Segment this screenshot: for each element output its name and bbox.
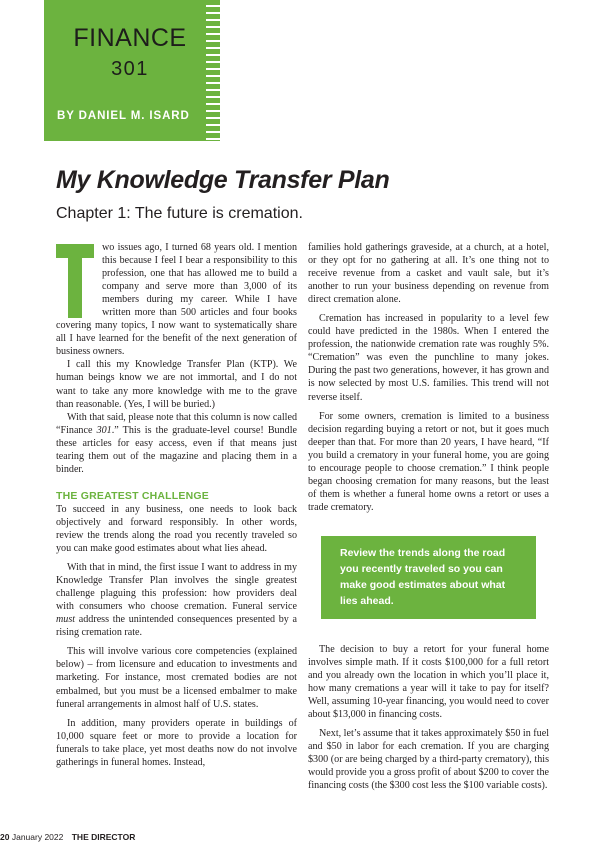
- column-number: 301: [111, 58, 149, 80]
- pull-quote: Review the trends along the road you recently traveled so you can make good estimates about what lies ahead.: [321, 536, 536, 619]
- paragraph: For some owners, cremation is limited to a business decision regarding buying a retort or not, but it goes much deeper than that. For more than 20 years, I have heard, “If you build a crematory in your funeral home, you are going to encourage people to choose cremation.” I think people began choosing cremation for many reasons, but the least of them is whether a funeral home owns a retort or uses a trade crematory.: [308, 410, 549, 513]
- column-banner: [44, 0, 216, 141]
- paragraph: Next, let’s assume that it takes approximately $50 in fuel and $50 in labor for each cremation. If you are charging $300 (or are being charged by a third-party crematory), this would provide you a gross profit of about $200 to cover the financing costs (the $300 cost less the $100 variable costs).: [308, 728, 549, 792]
- banner-stripes: [206, 0, 220, 141]
- left-column: [56, 241, 297, 769]
- magazine-name: THE DIRECTOR: [71, 832, 136, 842]
- article-headline: My Knowledge Transfer Plan: [56, 166, 390, 194]
- page-footer: [0, 832, 135, 842]
- page-number: 20: [0, 832, 10, 842]
- paragraph: To succeed in any business, one needs to look back objectively and forward responsibly. In other words, review the trends along the road you recently traveled so you can make good estimates about what lies ahead.: [56, 503, 297, 555]
- paragraph: In addition, many providers operate in buildings of 10,000 square feet or more to provide a location for funerals to take place, yet most deaths now do not involve gatherings in funeral homes. Instead,: [56, 717, 297, 768]
- byline: BY DANIEL M. ISARD: [57, 110, 190, 122]
- paragraph: wo issues ago, I turned 68 years old. I mention this because I feel I bear a responsibility to this profession, one that has allowed me to build a company and serve more than 3,000 of its members during my career. While I have written more than 500 articles and four books covering many topics, I now want to systematically share all I have learned for the benefit of the next generation of business owners.: [56, 242, 297, 358]
- paragraph: families hold gatherings graveside, at a church, at a hotel, or they opt for no gathering at all. It’s one thing not to receive revenue from a casket and vault sale, but it’s another to run your business depending on revenue from direct cremation alone.: [308, 242, 549, 306]
- column-title: FINANCE: [73, 24, 187, 52]
- article-subheadline: Chapter 1: The future is cremation.: [56, 205, 303, 222]
- right-column: [308, 241, 549, 792]
- dropcap: [56, 244, 94, 318]
- issue-date: January 2022: [11, 832, 64, 842]
- paragraph: With that in mind, the first issue I want to address in my Knowledge Transfer Plan involves the single greatest challenge plaguing this profession: how providers deal with consumers who choose cremation. Funeral service must address the unintended consequences presented by a rising cremation rate.: [56, 562, 297, 639]
- paragraph: I call this my Knowledge Transfer Plan (KTP). We human beings know we are not immortal, and I do not want to take any more knowledge with me to the grave than reasonable. (Yes, I will be buried.): [56, 359, 297, 410]
- paragraph: With that said, please note that this column is now called “Finance 301.” This is the graduate-level course! Bundle these articles for easy access, even if that means just tearing them out of the magazine and placing them in a binder.: [56, 411, 297, 475]
- paragraph: The decision to buy a retort for your funeral home involves simple math. If it costs $100,000 for a full retort and you already own the location in which you’ll place it, how many cremations a year will it take to pay for itself? Well, assuming 10-year financing, you would need to cover about $13,000 in financing costs.: [308, 643, 549, 721]
- paragraph: This will involve various core competencies (explained below) – from licensure and education to investments and marketing. For instance, most cremated bodies are not embalmed, but you must be a licensed embalmer to make funeral arrangements in almost half of U.S. states.: [56, 646, 297, 710]
- section-heading: THE GREATEST CHALLENGE: [56, 489, 209, 502]
- paragraph: Cremation has increased in popularity to a level few could have predicted in the 1980s. When I entered the profession, the nationwide cremation rate was roughly 5%. “Cremation” was even the punchline to many jokes. During the past two generations, however, it has grown and is now selected by most U.S. families. This trend will not reverse itself.: [308, 313, 549, 403]
